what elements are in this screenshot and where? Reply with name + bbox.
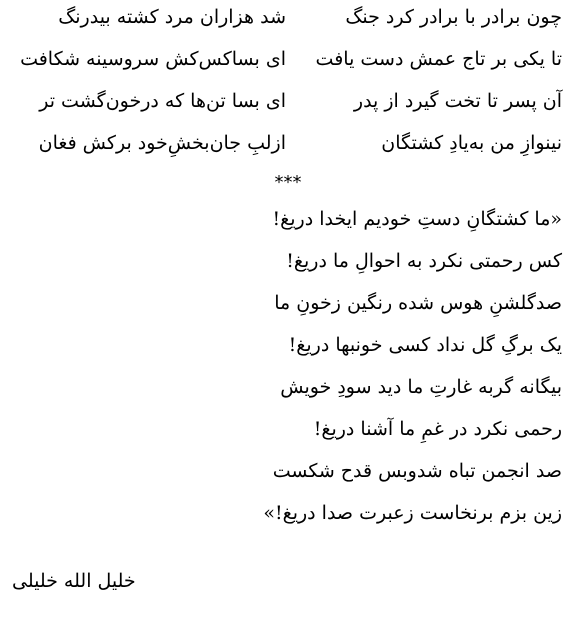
couplet-1-first-hemistich: چون برادر با برادر کرد جنگ: [345, 6, 562, 28]
stanza-line-3: صدگلشنِ هوس شده رنگین زخونِ ما: [274, 292, 562, 314]
stanza-line-5: بیگانه گربه غارتِ ما دید سودِ خویش: [280, 376, 562, 398]
couplet-3-first-hemistich: آن پسر تا تخت گیرد از پدر: [353, 90, 562, 112]
stanza-line-2: کس رحمتی نکرد به احوالِ ما دریغ!: [286, 250, 562, 272]
couplet-4-first-hemistich: نینوازِ من به‌یادِ کشتگان: [381, 132, 562, 154]
stanza-line-1: «ما کشتگانِ دستِ خودیم ایخدا دریغ!: [272, 208, 562, 230]
section-separator: ***: [274, 172, 302, 193]
author-signature: خلیل الله خلیلی: [12, 570, 136, 592]
couplet-3-second-hemistich: ای بسا تن‌ها که درخون‌گشت تر: [39, 90, 286, 112]
couplet-2-second-hemistich: ای بساکس‌کش سروسینه شکافت: [20, 48, 286, 70]
couplet-4-second-hemistich: ازلبِ جان‌بخشِ‌خود برکش فغان: [38, 132, 286, 154]
couplet-1-second-hemistich: شد هزاران مرد کشته بیدرنگ: [58, 6, 286, 28]
stanza-line-6: رحمی نکرد در غمِ ما آشنا دریغ!: [313, 418, 562, 440]
stanza-line-8: زین بزم برنخاست زعبرت صدا دریغ!»: [263, 502, 562, 524]
couplet-2-first-hemistich: تا یکی بر تاج عمش دست یافت: [315, 48, 562, 70]
stanza-line-4: یک برگِ گل نداد کسی خونبها دریغ!: [288, 334, 562, 356]
stanza-line-7: صد انجمن تباه شدوبس قدح شکست: [272, 460, 562, 482]
